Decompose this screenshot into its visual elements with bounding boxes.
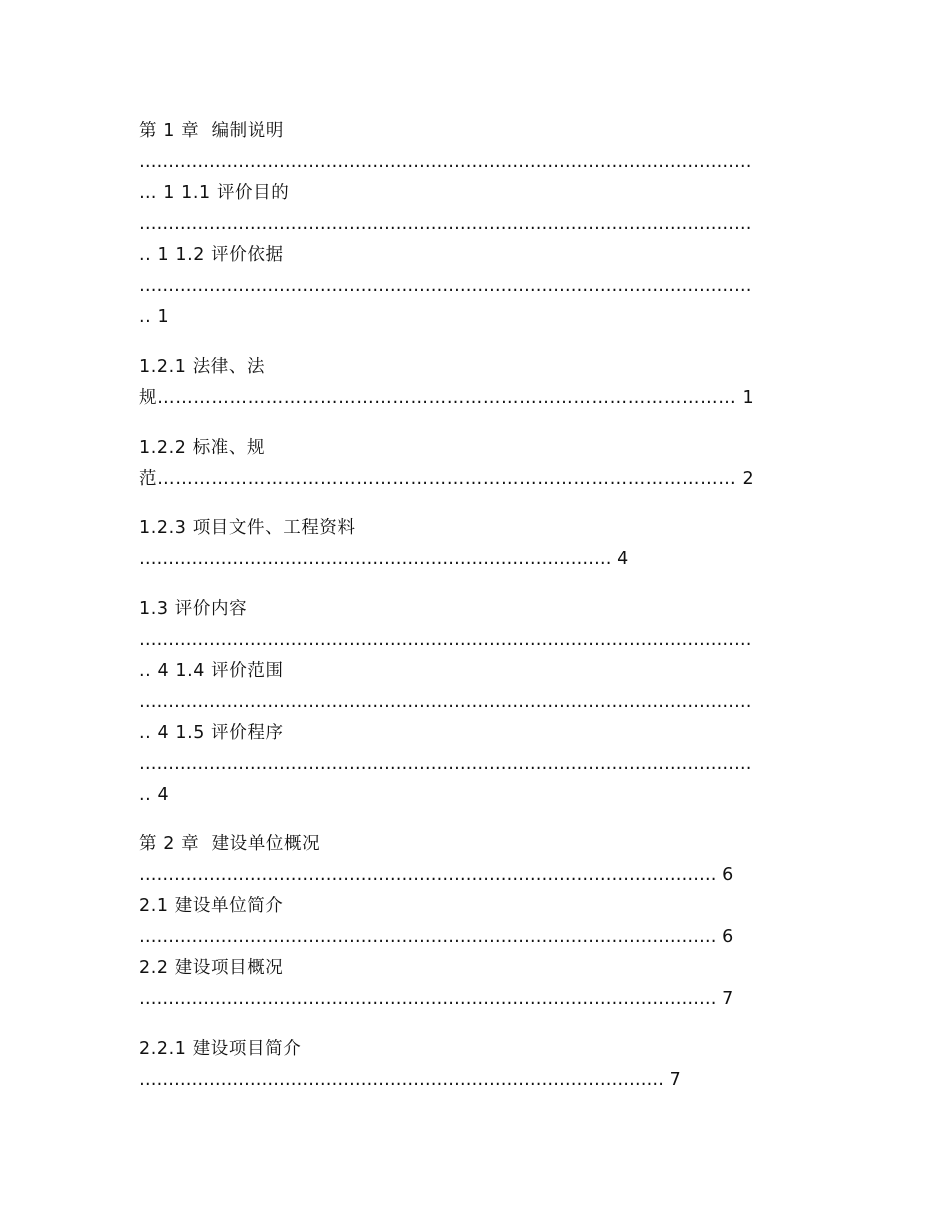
toc-entry-1-2-1: 1.2.1 法律、法: [139, 357, 266, 377]
toc-entry-2-2-leader: ……………………………………………………………………………………… 7: [139, 989, 734, 1009]
toc-entry-2-2-1-leader: ……………………………………………………………………………… 7: [139, 1070, 681, 1090]
toc-page-number: .. 1: [139, 307, 170, 327]
toc-chapter-1-title: 第 1 章 编制说明: [139, 121, 284, 141]
toc-entry-2-1: 2.1 建设单位简介: [139, 896, 284, 916]
toc-entry-1-2-3: 1.2.3 项目文件、工程资料: [139, 518, 356, 538]
toc-chapter-2-title: 第 2 章 建设单位概况: [139, 834, 321, 854]
toc-leader-line: ……………………………………………………………………………………………: [139, 754, 752, 774]
toc-entry-2-2: 2.2 建设项目概况: [139, 958, 284, 978]
toc-leader-line: ……………………………………………………………………………………………: [139, 276, 752, 296]
toc-entry-2-1-leader: ……………………………………………………………………………………… 6: [139, 927, 734, 947]
toc-leader-line: ……………………………………………………………………………………………: [139, 214, 752, 234]
toc-entry-1-2-3-leader: ……………………………………………………………………… 4: [139, 549, 629, 569]
toc-entry-1-2-2-leader: 范…………………………………………………………………………………… 2: [139, 469, 755, 489]
toc-leader-line: ……………………………………………………………………………………………: [139, 152, 752, 172]
toc-entry-2-2-1: 2.2.1 建设项目简介: [139, 1039, 302, 1059]
toc-entry-1-3: 1.3 评价内容: [139, 599, 248, 619]
toc-chapter-2-leader: ……………………………………………………………………………………… 6: [139, 865, 734, 885]
toc-page-number: .. 4: [139, 785, 170, 805]
toc-entry-1-2-2: 1.2.2 标准、规: [139, 438, 266, 458]
toc-leader-line: ……………………………………………………………………………………………: [139, 630, 752, 650]
toc-entry-1-5: .. 4 1.5 评价程序: [139, 723, 284, 743]
toc-entry-1-2: .. 1 1.2 评价依据: [139, 245, 284, 265]
toc-entry-1-1: … 1 1.1 评价目的: [139, 183, 290, 203]
toc-entry-1-2-1-leader: 规…………………………………………………………………………………… 1: [139, 388, 755, 408]
toc-entry-1-4: .. 4 1.4 评价范围: [139, 661, 284, 681]
toc-leader-line: ……………………………………………………………………………………………: [139, 692, 752, 712]
